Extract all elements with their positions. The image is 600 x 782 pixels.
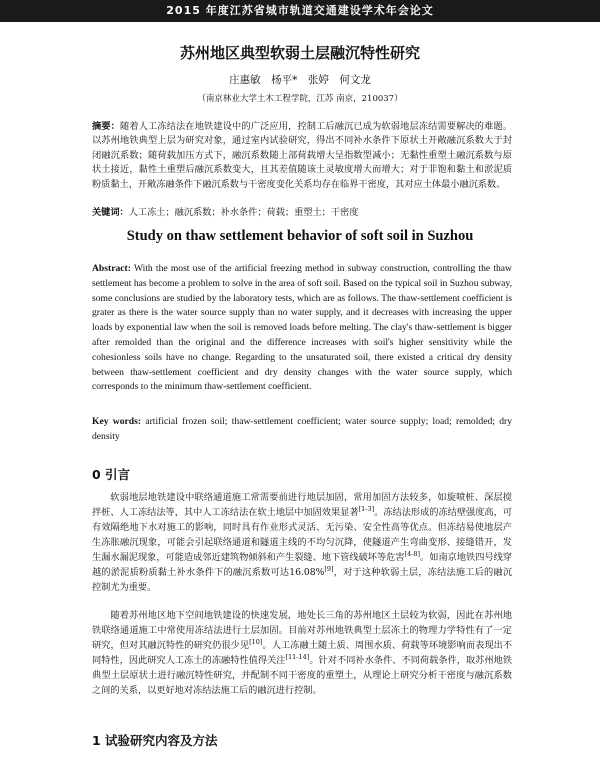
keywords-en-text: artificial frozen soil; thaw-settlement coefficient; water source supply; load; remolded; dry density [92, 416, 512, 442]
section-heading-introduction: 0 引言 [92, 467, 131, 482]
abstract-cn-label: 摘要： [92, 121, 121, 132]
citation: [4-8] [404, 549, 421, 558]
citation: [1-3] [358, 504, 375, 513]
authors: 庄惠敏 杨平* 张婷 何文龙 [229, 74, 371, 86]
keywords-en-label: Key words: [92, 416, 142, 427]
abstract-en [92, 262, 512, 395]
abstract-cn [92, 120, 512, 192]
intro-paragraph-2 [92, 608, 512, 698]
keywords-cn [92, 206, 512, 220]
abstract-cn-text: 随着人工冻结法在地铁建设中的广泛应用，控制工后融沉已成为软弱地层冻结需要解决的难题。以苏州地铁典型上层为研究对象，通过室内试验研究，得出不同补水条件下原状土开敞融沉系数大于封闭融沉系数；随荷载加压方式下，融沉系数随上部荷载增大呈指数型减小；无黏性重塑土融沉系数与原状土接近，黏性土重塑后融沉系数变大，且其差值随该土灵敏度增大而增大；对于非饱和黏土和淤泥质粉质黏土，开敞冻融条件下融沉系数与干密度变化关系均存在临界干密度，其对应土体最小融沉系数。 [92, 121, 513, 190]
paper-title-cn: 苏州地区典型软弱土层融沉特性研究 [179, 44, 420, 62]
intro-p2-text-a: 随着苏州地区地下空间地铁建设的快速发展，地处长三角的苏州地区土层较为软弱，因此在苏州地铁联络通道施工中常使用冻结法进行土层加固。目前对苏州地铁典型土层冻土的物理力学特性有了一定研究，但对其融沉特性的研究仍很少见 [92, 610, 512, 651]
running-header: 2015 年度江苏省城市轨道交通建设学术年会论文 [0, 0, 600, 22]
affiliation: （南京林业大学土木工程学院，江苏 南京，210037） [197, 94, 403, 104]
section-heading-methods: 1 试验研究内容及方法 [92, 733, 218, 748]
citation: [9] [324, 564, 334, 573]
intro-p1-text-b: 。冻结法形成的冻结壁强度高，可有效隔绝地下水对施工的影响，同时具有作业形式灵活、无污染、安全性高等优点。但冻结易使地层产生冻胀融沉现象，可能会引起联络通道和隧道主线的不均匀沉降，使隧道产生弯曲变形、接缝错开，发生漏水漏泥现象，可能造成邻近建筑物倾斜和产生裂缝、地下管线破坏等危害 [92, 507, 513, 563]
intro-p1-text-d: ，对于这种软弱土层，冻结法施工后的融沉控制尤为重要。 [92, 567, 513, 593]
intro-paragraph-1 [92, 490, 512, 595]
intro-p1-text-a: 软弱地层地铁建设中联络通道施工常需要前进行地层加固，常用加固方法较多，如旋喷桩、深层搅拌桩、人工冻结法等，其中人工冻结法在软土地层中加固效果显著 [92, 492, 512, 518]
intro-p2-text-c: 。针对不同补水条件、不同荷载条件，取苏州地铁典型土层原状土进行融沉特性研究，并配制不同干密度的重塑土，从理论上研究分析干密度与融沉系数之间的关系，以更好地对冻结法施工后的融沉进行控制。 [92, 655, 513, 696]
paper-title-en: Study on thaw settlement behavior of soft soil in Suzhou [126, 228, 474, 244]
abstract-en-text: With the most use of the artificial freezing method in subway construction, controlling the thaw settlement has become a problem to solve in the area of soft soil. Based on the typical soil in Suzhou subway, some conclusions are studied by the laboratory tests, which are as follows. The thaw-settlement coefficient is grater as there is the water source supply than no water supply, and it decreases with increasing the upper loads by exponential law when the soil is removed loads before melting. The clay's thaw-settlement is bigger after remolded than the original and the difference increases with soil's higher sensitivity while the cohesionless soils have no change. Regarding to the unsaturated soil, there existed a critical dry density between thaw-settlement coefficient and dry density changes with the water source supply, which corresponds to the minimum thaw-settlement coefficient. [92, 263, 512, 393]
keywords-cn-label: 关键词： [92, 207, 129, 218]
intro-p2-text-b: 。人工冻融土随土质、周围水质、荷载等环境影响而表现出不同特性，因此研究人工冻土的冻融特性值得关注 [92, 640, 513, 666]
abstract-en-label: Abstract: [92, 263, 131, 274]
keywords-en [92, 415, 512, 445]
keywords-cn-text: 人工冻土；融沉系数；补水条件；荷载；重塑土；干密度 [128, 207, 359, 218]
citation: [11-14] [285, 652, 310, 661]
citation: [10] [249, 637, 263, 646]
intro-p1-text-c: 。如南京地铁四号线穿越的淤泥质粉质黏土补水条件下的融沉系数可达16.08% [92, 552, 512, 578]
